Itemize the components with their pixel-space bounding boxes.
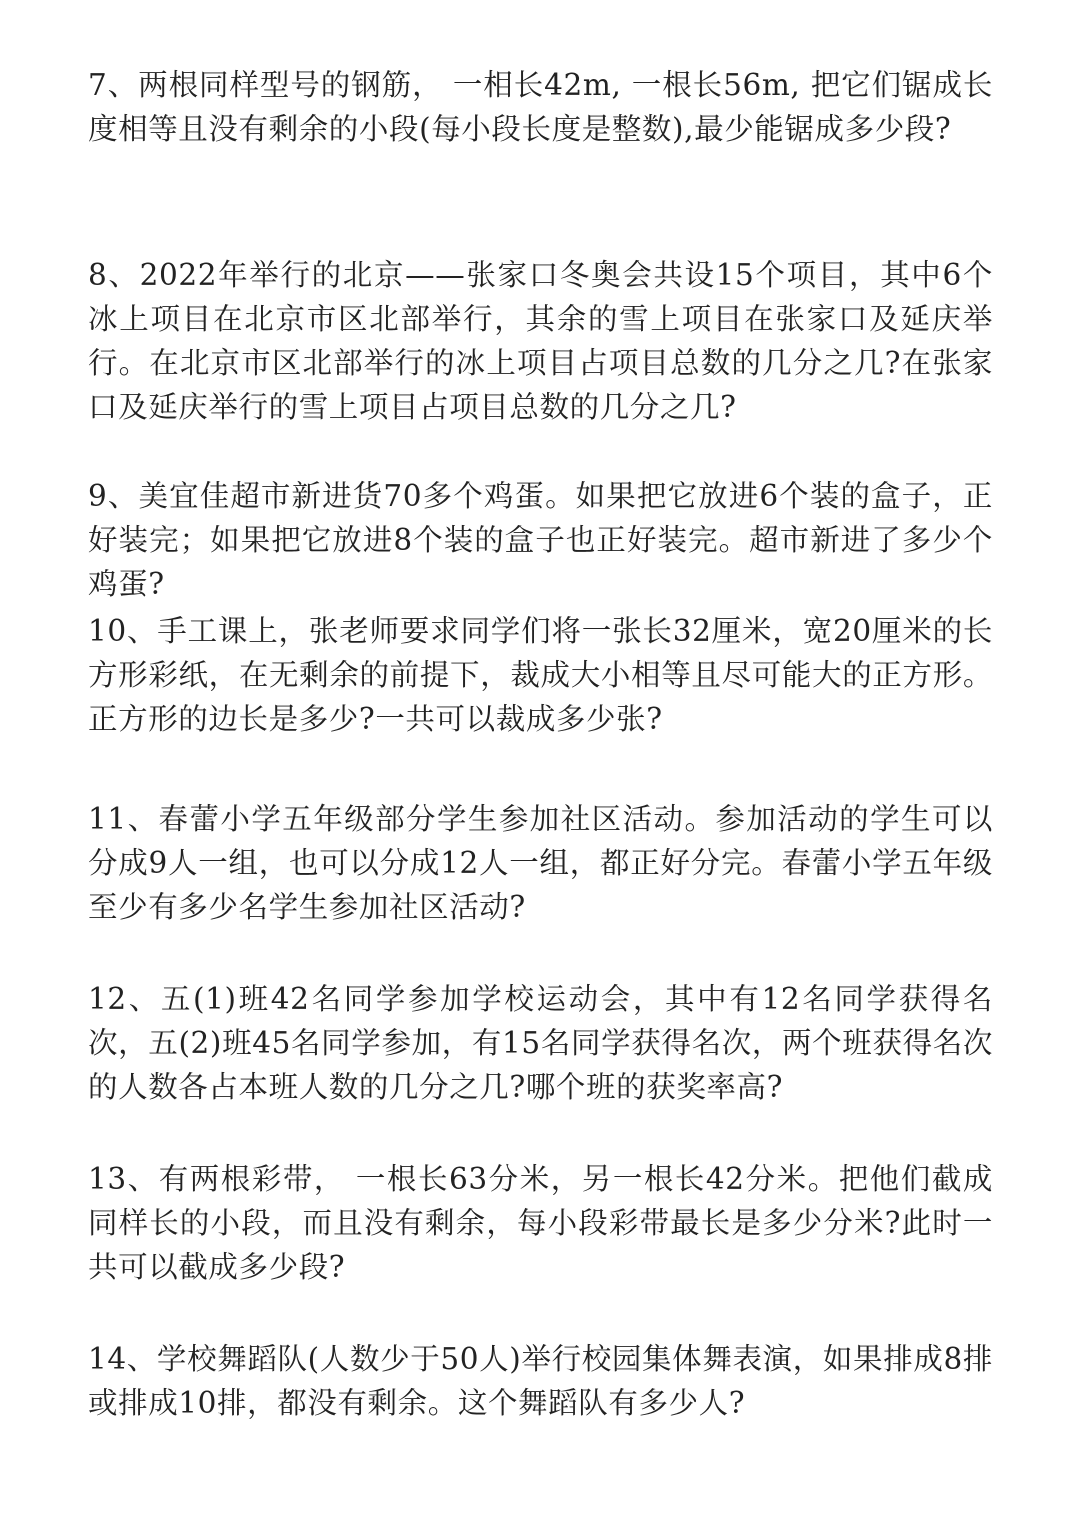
question-14: 14、学校舞蹈队(人数少于50人)举行校园集体舞表演，如果排成8排或排成10排，都没有剩余。这个舞蹈队有多少人? (88, 1342, 993, 1420)
question-11: 11、春蕾小学五年级部分学生参加社区活动。参加活动的学生可以分成9人一组，也可以分成12人一组，都正好分完。春蕾小学五年级至少有多少名学生参加社区活动? (88, 802, 993, 924)
question-10: 10、手工课上，张老师要求同学们将一张长32厘米，宽20厘米的长方形彩纸，在无剩余的前提下，裁成大小相等且尽可能大的正方形。正方形的边长是多少?一共可以裁成多少张? (88, 614, 993, 736)
question-13: 13、有两根彩带， 一根长63分米，另一根长42分米。把他们截成同样长的小段，而且没有剩余，每小段彩带最长是多少分米?此时一共可以截成多少段? (88, 1162, 993, 1284)
question-12: 12、五(1)班42名同学参加学校运动会，其中有12名同学获得名次，五(2)班45名同学参加，有15名同学获得名次，两个班获得名次的人数各占本班人数的几分之几?哪个班的获奖率高? (88, 982, 993, 1104)
question-9: 9、美宜佳超市新进货70多个鸡蛋。如果把它放进6个装的盒子，正好装完；如果把它放进8个装的盒子也正好装完。超市新进了多少个鸡蛋? (88, 479, 993, 601)
question-7: 7、两根同样型号的钢筋， 一相长42m, 一根长56m, 把它们锯成长度相等且没有剩余的小段(每小段长度是整数),最少能锯成多少段? (88, 68, 993, 146)
question-8: 8、2022年举行的北京——张家口冬奥会共设15个项目，其中6个冰上项目在北京市区北部举行，其余的雪上项目在张家口及延庆举行。在北京市区北部举行的冰上项目占项目总数的几分之几?在张家口及延庆举行的雪上项目占项目总数的几分之几? (88, 258, 993, 424)
